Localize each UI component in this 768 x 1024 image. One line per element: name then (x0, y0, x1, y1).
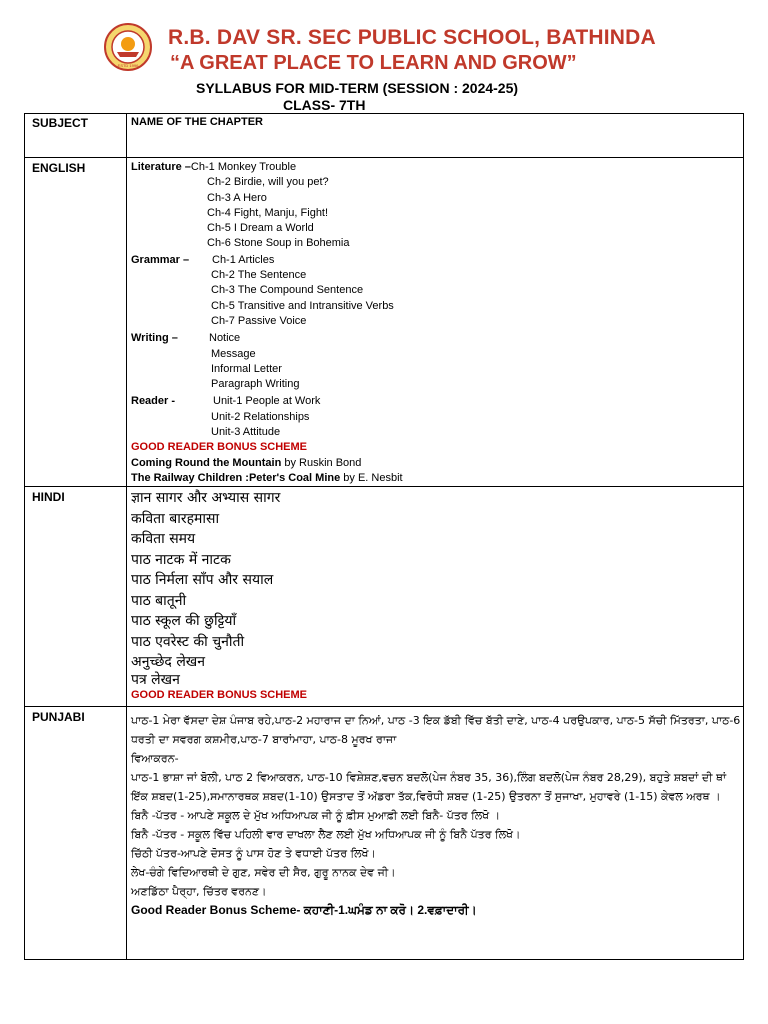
hindi-chapters (127, 487, 744, 707)
english-chapters (127, 158, 744, 487)
list-item: ਬਿਨੈ -ਪੱਤਰ - ਸਕੂਲ ਵਿੱਚ ਪਹਿਲੀ ਵਾਰ ਦਾਖਲਾ ਲੈਣ ਲਈ ਮੁੱਖ ਅਧਿਆਪਕ ਜੀ ਨੂੰ ਬਿਨੈ ਪੱਤਰ ਲਿਖੋ। (131, 828, 521, 842)
list-item: पाठ स्कूल की छुट्टियाँ (131, 613, 237, 630)
list-item: पाठ नाटक में नाटक (131, 551, 231, 568)
list-item: Ch-4 Fight, Manju, Fight! (207, 206, 329, 219)
school-name: R.B. DAV SR. SEC PUBLIC SCHOOL, BATHINDA (168, 26, 656, 49)
list-item: Ch-3 A Hero (207, 191, 267, 204)
list-item: पाठ एवरेस्ट की चुनौती (131, 633, 245, 650)
subject-punjabi: PUNJABI (25, 707, 127, 960)
list-item: Ch-2 Birdie, will you pet? (207, 176, 329, 189)
list-item: Notice (209, 332, 241, 345)
literature-label: Literature – (131, 161, 191, 173)
list-item: कविता समय (131, 531, 196, 548)
header-subject: SUBJECT (25, 114, 127, 158)
school-logo (103, 22, 153, 72)
list-item: पाठ निर्मला साँप और सयाल (131, 572, 274, 589)
bonus-book-2: The Railway Children :Peter's Coal Mine (131, 471, 341, 484)
list-item: Ch-6 Stone Soup in Bohemia (207, 237, 350, 250)
list-item: ਪਾਠ-1 ਭਾਸ਼ਾ ਜਾਂ ਬੋਲੀ, ਪਾਠ 2 ਵਿਆਕਰਨ, ਪਾਠ-10 ਵਿਸ਼ੇਸ਼ਣ,ਵਚਨ ਬਦਲੋ(ਪੇਜ ਨੰਬਰ 35, 36),ਲਿੰਗ ਬਦਲੋ(ਪੇਜ ਨੰਬਰ 28,29), ਬਹੁਤੇ ਸ਼ਬਦਾਂ ਦੀ ਥਾਂ ਇੱਕ ਸ਼ਬਦ(1-25),ਸਮਾਨਾਰਥਕ ਸ਼ਬਦ(1-10) ਉਸਤਾਦ ਤੋਂ ਅੱਡਰਾ ਤੱਕ,ਵਿਰੋਧੀ ਸ਼ਬਦ (1-25) ਉਤਰਨਾ ਤੋਂ ਸੁਜਾਖਾ, ਮੁਹਾਵਰੇ (1-15) ਕੇਵਲ ਅਰਥ । (131, 771, 727, 804)
list-item: कविता बारहमासा (131, 510, 220, 527)
english-bonus-title: GOOD READER BONUS SCHEME (131, 441, 308, 454)
list-item: ज्ञान सागर और अभ्यास सागर (131, 490, 281, 507)
table-header-row (25, 114, 744, 158)
punjabi-chapters (127, 707, 744, 960)
list-item: Informal Letter (211, 362, 282, 375)
list-item: Message (211, 347, 256, 360)
syllabus-table (24, 113, 744, 960)
list-item: Ch-7 Passive Voice (211, 314, 307, 327)
header-chapter: NAME OF THE CHAPTER (127, 114, 744, 158)
subject-english: ENGLISH (25, 158, 127, 487)
list-item: पाठ बातूनी (131, 592, 187, 609)
writing-label: Writing – (131, 332, 178, 345)
grammar-label: Grammar – (131, 253, 190, 266)
list-item: ਲੇਖ-ਚੰਗੇ ਵਿਦਿਆਰਥੀ ਦੇ ਗੁਣ, ਸਵੇਰ ਦੀ ਸੈਰ, ਗੁਰੂ ਨਾਨਕ ਦੇਵ ਜੀ। (131, 866, 396, 880)
table-row (25, 487, 744, 707)
syllabus-title: SYLLABUS FOR MID-TERM (SESSION : 2024-25) (196, 80, 519, 96)
logo-text: ESTD 1996 (117, 63, 139, 68)
list-item: Ch-5 Transitive and Intransitive Verbs (211, 299, 394, 312)
bonus-author-1: by Ruskin Bond (281, 456, 362, 469)
list-item: Unit-3 Attitude (211, 426, 281, 439)
list-item: Ch-2 The Sentence (211, 269, 307, 282)
bonus-author-2: by E. Nesbit (340, 471, 403, 484)
class-title: CLASS- 7TH (283, 97, 366, 113)
reader-label: Reader - (131, 395, 176, 408)
list-item: Paragraph Writing (211, 378, 300, 391)
list-item: Unit-2 Relationships (211, 410, 310, 423)
list-item: ਵਿਆਕਰਨ- (131, 752, 179, 766)
hindi-bonus-title: GOOD READER BONUS SCHEME (131, 688, 308, 701)
list-item: अनुच्छेद लेखन (131, 654, 206, 671)
list-item: Ch-1 Articles (212, 253, 275, 266)
table-row (25, 707, 744, 960)
list-item: Ch-5 I Dream a World (207, 222, 314, 235)
list-item: Ch-1 Monkey Trouble (190, 161, 297, 173)
list-item: ਪਾਠ-1 ਮੇਰਾ ਵੱਸਦਾ ਦੇਸ਼ ਪੰਜਾਬ ਰਹੇ,ਪਾਠ-2 ਮਹਾਰਾਜ ਦਾ ਨਿਆਂ, ਪਾਠ -3 ਇਕ ਡੱਬੀ ਵਿੱਚ ਬੱਤੀ ਦਾਣੇ, ਪਾਠ-4 ਪਰਉਪਕਾਰ, ਪਾਠ-5 ਸੱਚੀ ਮਿੱਤਰਤਾ, ਪਾਠ-6 ਧਰਤੀ ਦਾ ਸਵਰਗ ਕਸ਼ਮੀਰ,ਪਾਠ-7 ਬਾਰਾਂਮਾਹਾ, ਪਾਠ-8 ਮੂਰਖ ਰਾਜਾ (131, 714, 741, 747)
list-item: ਚਿੱਠੀ ਪੱਤਰ-ਆਪਣੇ ਦੋਸਤ ਨੂੰ ਪਾਸ ਹੋਣ ਤੇ ਵਧਾਈ ਪੱਤਰ ਲਿਖੋ। (131, 847, 376, 861)
table-row (25, 158, 744, 487)
list-item: ਅਣਡਿੱਠਾ ਪੈਰ੍ਹਾ, ਚਿੱਤਰ ਵਰਨਣ। (131, 885, 267, 899)
list-item: ਬਿਨੈ -ਪੱਤਰ - ਆਪਣੇ ਸਕੂਲ ਦੇ ਮੁੱਖ ਅਧਿਆਪਕ ਜੀ ਨੂੰ ਫ਼ੀਸ ਮੁਆਫ਼ੀ ਲਈ ਬਿਨੈ- ਪੱਤਰ ਲਿਖੋ । (131, 809, 501, 823)
punjabi-bonus: Good Reader Bonus Scheme- ਕਹਾਣੀ-1.ਘਮੰਡ ਨਾ ਕਰੋ। 2.ਵਫ਼ਾਦਾਰੀ। (131, 903, 477, 918)
subject-hindi: HINDI (25, 487, 127, 707)
list-item: पत्र लेखन (131, 671, 180, 688)
school-motto: “A GREAT PLACE TO LEARN AND GROW” (170, 52, 577, 74)
list-item: Unit-1 People at Work (213, 395, 321, 408)
bonus-book-1: Coming Round the Mountain (131, 456, 282, 469)
list-item: Ch-3 The Compound Sentence (211, 284, 364, 297)
